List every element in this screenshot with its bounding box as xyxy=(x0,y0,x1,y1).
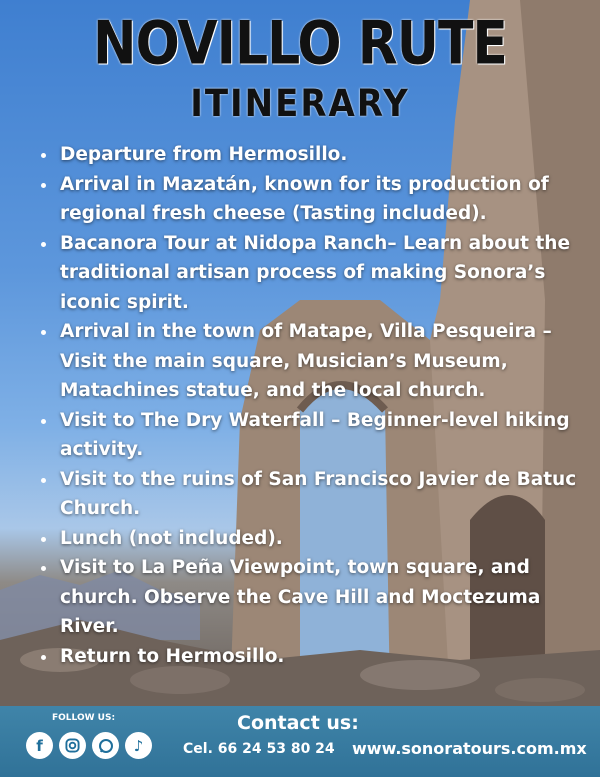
page-subtitle: ITINERARY xyxy=(190,82,410,126)
contact-website[interactable]: www.sonoratours.com.mx xyxy=(352,739,587,758)
list-item: • Visit to the ruins of San Francisco Javier de Batuc Church. xyxy=(58,465,598,524)
page-title: NOVILLO RUTE xyxy=(93,9,507,79)
list-item: • Return to Hermosillo. xyxy=(58,642,598,672)
list-item: • Visit to The Dry Waterfall – Beginner-level hiking activity. xyxy=(58,406,598,465)
list-item: • Arrival in Mazatán, known for its production of regional fresh cheese (Tasting included). xyxy=(58,170,598,229)
list-item: • Arrival in the town of Matape, Villa Pesqueira – Visit the main square, Musician’s Museum, Matachines statue, and the local church. xyxy=(58,317,598,406)
social-icons xyxy=(26,732,152,759)
contact-title: Contact us: xyxy=(237,712,359,734)
tiktok-icon[interactable]: ♪ xyxy=(125,732,152,759)
list-item: • Departure from Hermosillo. xyxy=(58,140,598,170)
itinerary-list xyxy=(36,140,598,671)
list-item: • Bacanora Tour at Nidopa Ranch– Learn about the traditional artisan process of making Sonora’s iconic spirit. xyxy=(58,229,598,318)
whatsapp-icon[interactable] xyxy=(92,732,119,759)
instagram-icon[interactable] xyxy=(59,732,86,759)
contact-phone[interactable]: Cel. 66 24 53 80 24 xyxy=(183,741,335,757)
list-item: • Visit to La Peña Viewpoint, town square, and church. Observe the Cave Hill and Moctezuma River. xyxy=(58,553,598,642)
facebook-icon[interactable]: f xyxy=(26,732,53,759)
list-item: • Lunch (not included). xyxy=(58,524,598,554)
follow-us-label: FOLLOW US: xyxy=(52,713,116,723)
